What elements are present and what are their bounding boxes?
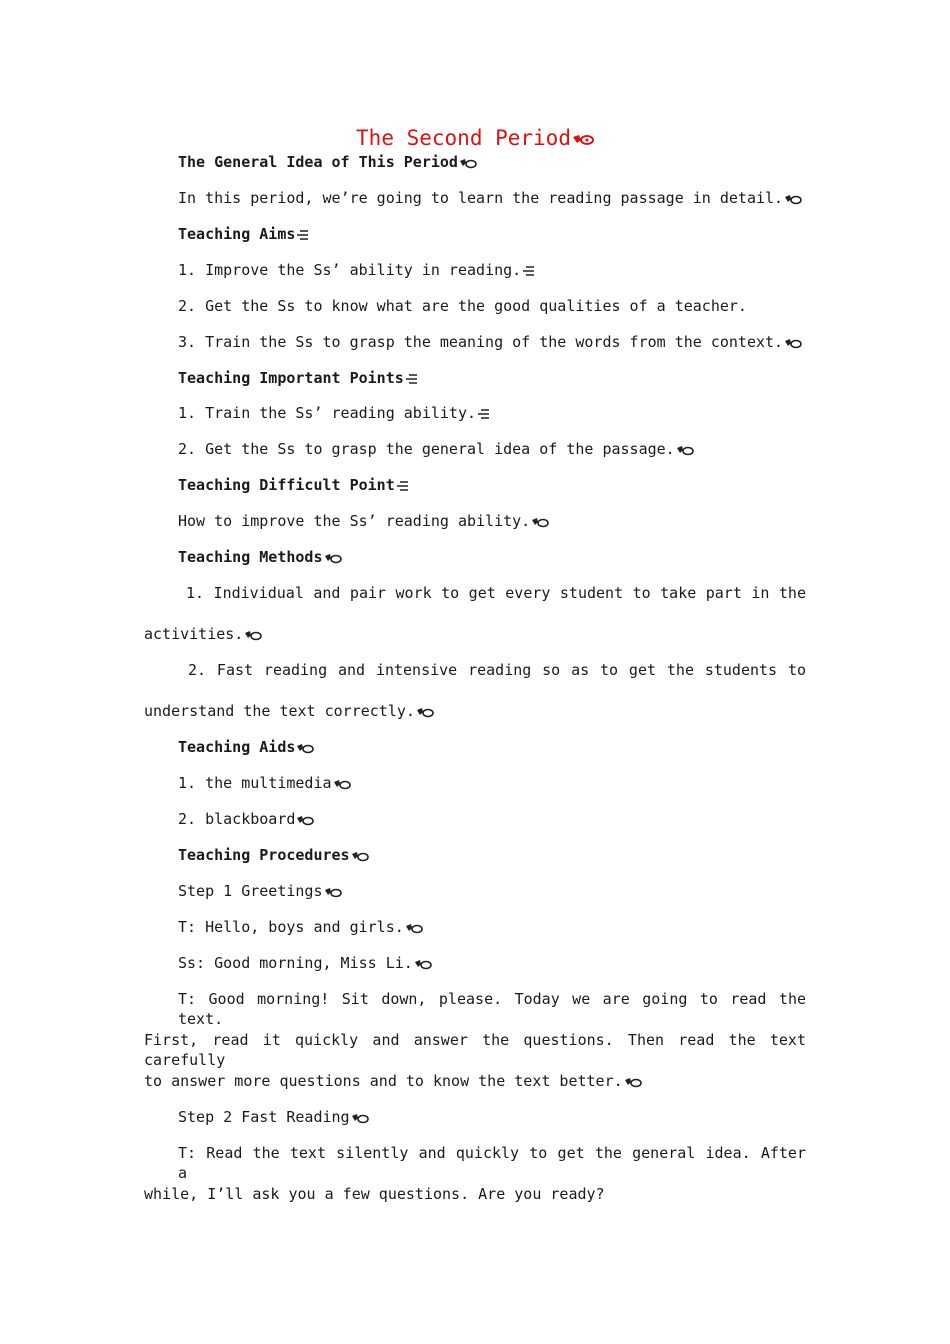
paragraph-mark-icon [624, 1076, 642, 1088]
paragraph-mark-icon [416, 706, 434, 718]
paragraph-mark-icon [784, 337, 802, 349]
method-item-line: understand the text correctly. [144, 701, 434, 721]
general-idea-text: In this period, we’re going to learn the reading passage in detail. [178, 188, 802, 208]
dialogue-line: T: Good morning! Sit down, please. Today we are going to read the text. [178, 990, 806, 1028]
paragraph-mark-icon [784, 193, 802, 205]
teaching-methods-heading: Teaching Methods [178, 547, 342, 567]
page-title: The Second Period [0, 124, 950, 152]
teaching-aim-item: 2. Get the Ss to know what are the good qualities of a teacher. [178, 297, 747, 315]
paragraph-mark-icon [405, 922, 423, 934]
difficult-point-heading: Teaching Difficult Point [178, 475, 410, 495]
paragraph-mark-icon [333, 778, 351, 790]
important-points-heading: Teaching Important Points [178, 368, 419, 388]
teaching-procedures-heading: Teaching Procedures [178, 845, 369, 865]
paragraph-mark-icon [351, 1112, 369, 1124]
dialogue-line: Ss: Good morning, Miss Li. [178, 953, 432, 973]
teaching-aim-item: 1. Improve the Ss’ ability in reading. [178, 260, 536, 280]
paragraph-mark-icon [676, 444, 694, 456]
line-break-mark-icon [396, 480, 410, 492]
paragraph-mark-icon [572, 132, 594, 146]
line-break-mark-icon [296, 229, 310, 241]
dialogue-line: to answer more questions and to know the text better. [144, 1071, 642, 1091]
line-break-mark-icon [405, 373, 419, 385]
paragraph-mark-icon [296, 742, 314, 754]
dialogue-line: T: Read the text silently and quickly to get the general idea. After a [178, 1144, 806, 1182]
line-break-mark-icon [522, 265, 536, 277]
method-item-line: 2. Fast reading and intensive reading so as to get the students to [188, 661, 806, 679]
paragraph-mark-icon [244, 629, 262, 641]
paragraph-mark-icon [414, 958, 432, 970]
paragraph-mark-icon [351, 850, 369, 862]
line-break-mark-icon [477, 408, 491, 420]
important-point-item: 1. Train the Ss’ reading ability. [178, 403, 491, 423]
step-heading: Step 2 Fast Reading [178, 1107, 369, 1127]
teaching-aid-item: 2. blackboard [178, 809, 314, 829]
paragraph-mark-icon [459, 157, 477, 169]
paragraph-mark-icon [324, 886, 342, 898]
teaching-aids-heading: Teaching Aids [178, 737, 314, 757]
teaching-aid-item: 1. the multimedia [178, 773, 351, 793]
teaching-aim-item: 3. Train the Ss to grasp the meaning of the words from the context. [178, 332, 802, 352]
general-idea-heading: The General Idea of This Period [178, 152, 477, 172]
dialogue-line: while, I’ll ask you a few questions. Are you ready? [144, 1185, 605, 1203]
step-heading: Step 1 Greetings [178, 881, 342, 901]
important-point-item: 2. Get the Ss to grasp the general idea of the passage. [178, 439, 694, 459]
method-item-line: activities. [144, 624, 262, 644]
dialogue-line: T: Hello, boys and girls. [178, 917, 423, 937]
method-item-line: 1. Individual and pair work to get every student to take part in the [186, 584, 806, 602]
teaching-aims-heading: Teaching Aims [178, 224, 310, 244]
paragraph-mark-icon [531, 516, 549, 528]
dialogue-line: First, read it quickly and answer the questions. Then read the text carefully [144, 1031, 806, 1069]
difficult-point-text: How to improve the Ss’ reading ability. [178, 511, 549, 531]
paragraph-mark-icon [324, 552, 342, 564]
paragraph-mark-icon [296, 814, 314, 826]
